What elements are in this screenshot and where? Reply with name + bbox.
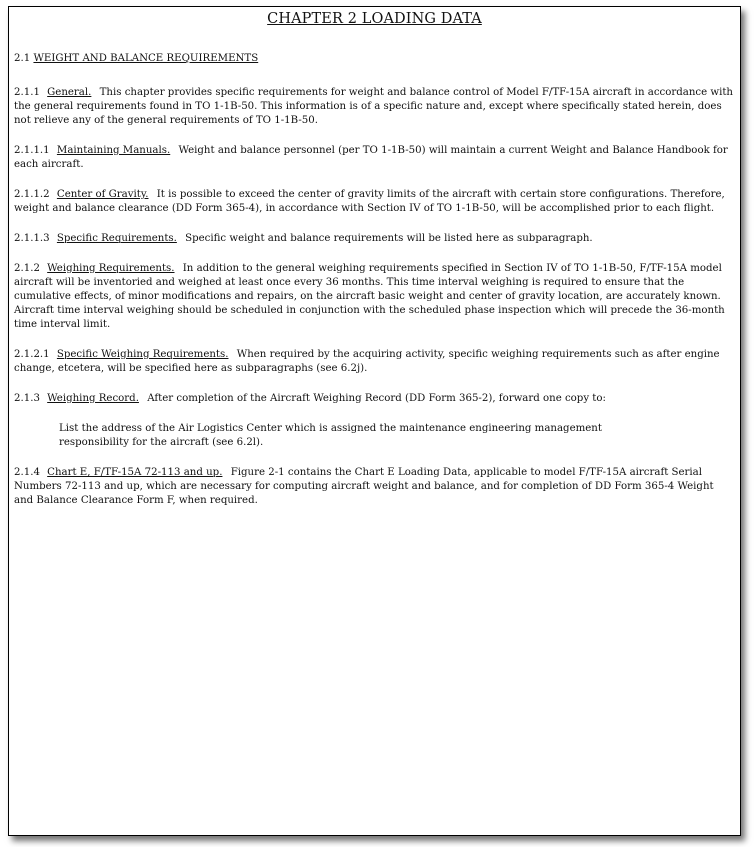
section-heading: Weighing Record. [47,393,139,404]
section-number: 2.1.3 [14,393,40,404]
section-number: 2.1.4 [14,467,40,478]
section-2-1-1-3 [14,232,735,246]
section-heading: Center of Gravity. [56,189,149,200]
section-2-1-1 [14,86,735,128]
section-2-1-2 [14,262,735,332]
section-heading: Weighing Requirements. [47,263,175,274]
chapter-title: CHAPTER 2 LOADING DATA [267,11,482,27]
section-heading: General. [47,87,92,98]
section-body: After completion of the Aircraft Weighing Record (DD Form 365-2), forward one copy to: [147,393,606,404]
section-body: Weight and balance personnel (per TO 1-1B-50) will maintain a current Weight and Balance Handbook for each aircraft. [14,145,728,170]
section-body: It is possible to exceed the center of gravity limits of the aircraft with certain store configurations. Therefore, weight and balance clearance (DD Form 365-4), in accordance with Section IV of TO 1-1B-50, will be accomplished prior to each flight. [14,189,725,214]
section-2-1-3 [14,392,735,406]
section-number: 2.1 [14,53,31,64]
section-body: When required by the acquiring activity, specific weighing requirements such as after engine change, etcetera, will be specified here as subparagraphs (see 6.2j). [14,349,720,374]
section-number: 2.1.1.2 [14,189,50,200]
section-number: 2.1.1.3 [14,233,50,244]
section-2-1-2-1 [14,348,735,376]
address-instruction [59,422,675,450]
section-number: 2.1.2 [14,263,40,274]
section-heading: Specific Requirements. [56,233,177,244]
section-heading: Specific Weighing Requirements. [56,349,229,360]
section-body: Figure 2-1 contains the Chart E Loading Data, applicable to model F/TF-15A aircraft Serial Numbers 72-113 and up, which are necessary for computing aircraft weight and balance, and for completion of DD Form 365-4 Weight and Balance Clearance Form F, when required. [14,467,714,506]
section-body: Specific weight and balance requirements will be listed here as subparagraph. [185,233,593,244]
section-body: This chapter provides specific requirements for weight and balance control of Model F/TF-15A aircraft in accordance with the general requirements found in TO 1-1B-50. This information is of a specific nature and, except where specifically stated herein, does not relieve any of the general requirements of TO 1-1B-50. [14,87,733,126]
section-number: 2.1.1 [14,87,40,98]
section-heading: WEIGHT AND BALANCE REQUIREMENTS [33,53,259,64]
section-heading: Maintaining Manuals. [56,145,171,156]
document-page [8,6,741,836]
section-2-1 [14,52,735,66]
section-heading: Chart E, F/TF-15A 72-113 and up. [47,467,223,478]
section-2-1-4 [14,466,735,508]
section-2-1-1-2 [14,188,735,216]
section-number: 2.1.1.1 [14,145,50,156]
section-body: List the address of the Air Logistics Center which is assigned the maintenance engineering management responsibility for the aircraft (see 6.2l). [59,423,602,448]
section-2-1-1-1 [14,144,735,172]
section-number: 2.1.2.1 [14,349,50,360]
section-body: In addition to the general weighing requirements specified in Section IV of TO 1-1B-50, F/TF-15A model aircraft will be inventoried and weighed at least once every 36 months. This time interval weighing is required to ensure that the cumulative effects, of minor modifications and repairs, on the aircraft basic weight and center of gravity location, are accurately known. Aircraft time interval weighing should be scheduled in conjunction with the scheduled phase inspection which will precede the 36-month time interval limit. [14,263,725,330]
